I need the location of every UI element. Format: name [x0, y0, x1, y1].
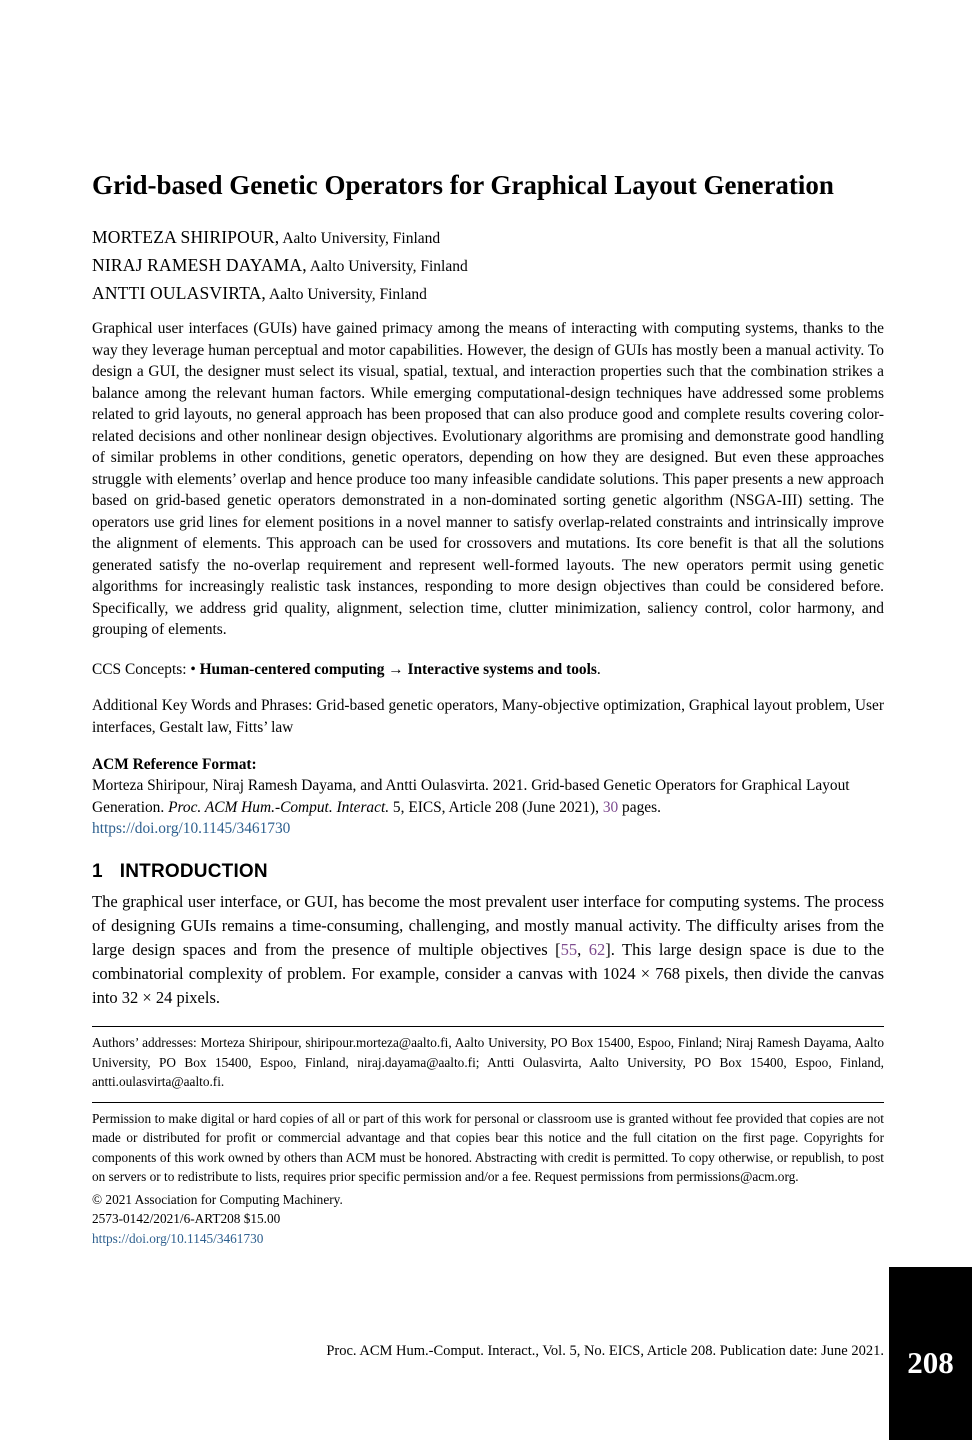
ccs-concept-primary: Human-centered computing [199, 660, 385, 678]
author-affiliation: Aalto University, Finland [265, 286, 427, 303]
footer-journal-citation: Proc. ACM Hum.-Comput. Interact., Vol. 5, No. EICS, Article 208. Publication date: June 2021. [326, 1343, 884, 1359]
intro-text-end: ]. This large design space is due to the combinatorial complexity of problem. For example, consider a canvas with 1024 × 768 pixels, then divide the canvas into 32 × 24 pixels. [92, 939, 885, 1007]
article-number-tab [889, 1267, 972, 1440]
article-number: 208 [907, 1345, 954, 1380]
permission-footnote [92, 1109, 884, 1187]
reference-text-start: Morteza Shiripour, Niraj Ramesh Dayama, and Antti Oulasvirta. 2021. Grid-based Genetic Operators for Graphical Layout Generation. [92, 777, 850, 816]
authors-addresses-text: Authors’ addresses: Morteza Shiripour, shiripour.morteza@aalto.fi, Aalto University, PO Box 15400, Espoo, Finland; Niraj Ramesh Dayama, Aalto University, PO Box 15400, Espoo, Finland, niraj.dayama@aalto.fi; Antti Oulasvirta, Aalto University, PO Box 15400, Espoo, Finland, antti.oulasvirta@aalto.fi. [92, 1035, 884, 1090]
intro-text-start: The graphical user interface, or GUI, has become the most prevalent user interface for computing systems. The process of designing GUIs remains a time-consuming, challenging, and mostly manual activity. The difficulty arises from the large design spaces and from the presence of multiple objectives [ [92, 891, 884, 959]
citation-62-link[interactable]: 62 [588, 939, 606, 959]
intro-paragraph [92, 890, 884, 1010]
acm-reference-format [92, 754, 884, 840]
author-affiliation: Aalto University, Finland [279, 230, 441, 247]
abstract-text: Graphical user interfaces (GUIs) have gained primacy among the means of interacting with computing systems, thanks to the way they leverage human perceptual and motor capabilities. However, the design of GUIs has mostly been a manual activity. To design a GUI, the designer must select its visual, spatial, textual, and interaction properties such that the combination strikes a balance among the relevant human factors. While emerging computational-design techniques have addressed some problems related to grid layouts, no general approach has been proposed that can also produce good and complete results covering color-related decisions and other nonlinear design objectives. Evolutionary algorithms are promising and demonstrate good handling of similar problems in other conditions, genetic operators, depending on how they are designed. But even these approaches struggle with elements’ overlap and hence produce too many infeasible candidate solutions. This paper presents a new approach based on grid-based genetic operators demonstrated in a non-dominated sorting genetic algorithm (NSGA-III) setting. The operators use grid lines for element positions in a novel manner to satisfy overlap-related constraints and intrinsically improve the alignment of elements. This approach can be used for crossovers and mutations. Its core benefit is that all the solutions generated satisfy the no-overlap requirement and represent well-formed layouts. The new operators permit using genetic algorithms for increasingly realistic task instances, responding to more design objectives than could be considered before. Specifically, we address grid quality, alignment, selection time, clutter minimization, saliency control, color harmony, and grouping of elements. [92, 320, 884, 638]
acm-reference-citation [92, 775, 884, 818]
citation-separator: , [577, 939, 589, 959]
footnote-divider [92, 1026, 884, 1027]
authors-addresses-footnote [92, 1033, 884, 1092]
permission-divider [92, 1102, 884, 1103]
reference-text-middle: 5, EICS, Article 208 (June 2021), [389, 798, 603, 816]
author-name: NIRAJ RAMESH DAYAMA, [92, 255, 307, 275]
author-line [92, 280, 884, 308]
author-line [92, 224, 884, 252]
copyright-block [92, 1190, 884, 1249]
author-block [92, 224, 884, 308]
author-line [92, 252, 884, 280]
section-number: 1 [92, 860, 103, 882]
author-name: ANTTI OULASVIRTA, [92, 283, 266, 303]
ccs-concepts [92, 659, 884, 681]
ccs-arrow: → [384, 660, 408, 678]
ccs-label: CCS Concepts: • [92, 660, 200, 678]
ccs-concept-secondary: Interactive systems and tools [407, 660, 597, 678]
permission-text: Permission to make digital or hard copies of all or part of this work for personal or classroom use is granted without fee provided that copies are not made or distributed for profit or commercial advantage and that copies bear this notice and the full citation on the first page. Copyrights for components of this work owned by others than ACM must be honored. Abstracting with credit is permitted. To copy otherwise, or republish, to post on servers or to redistribute to lists, requires prior specific permission and/or a fee. Request permissions from permissions@acm.org. [92, 1110, 884, 1185]
reference-pages-link[interactable]: 30 [602, 798, 619, 816]
paper-content-column [92, 168, 884, 1248]
keywords-text: Additional Key Words and Phrases: Grid-based genetic operators, Many-objective optimization, Graphical layout problem, User interfaces, Gestalt law, Fitts’ law [92, 697, 884, 736]
acm-reference-heading: ACM Reference Format: [92, 755, 257, 773]
ccs-period: . [596, 660, 601, 678]
section-title: INTRODUCTION [119, 860, 268, 882]
paper-title: Grid-based Genetic Operators for Graphical Layout Generation [92, 170, 834, 200]
author-affiliation: Aalto University, Finland [306, 258, 468, 275]
doi-link[interactable]: https://doi.org/10.1145/3461730 [92, 820, 291, 838]
copyright-text: © 2021 Association for Computing Machinery. [92, 1191, 343, 1207]
issn-price-text: 2573-0142/2021/6-ART208 $15.00 [92, 1211, 281, 1227]
reference-text-end: pages. [618, 798, 661, 816]
author-name: MORTEZA SHIRIPOUR, [92, 227, 280, 247]
citation-55-link[interactable]: 55 [560, 939, 578, 959]
section-1-heading [92, 860, 884, 884]
reference-journal-name: Proc. ACM Hum.-Comput. Interact. [168, 798, 390, 816]
footnote-doi-link[interactable]: https://doi.org/10.1145/3461730 [92, 1230, 264, 1246]
